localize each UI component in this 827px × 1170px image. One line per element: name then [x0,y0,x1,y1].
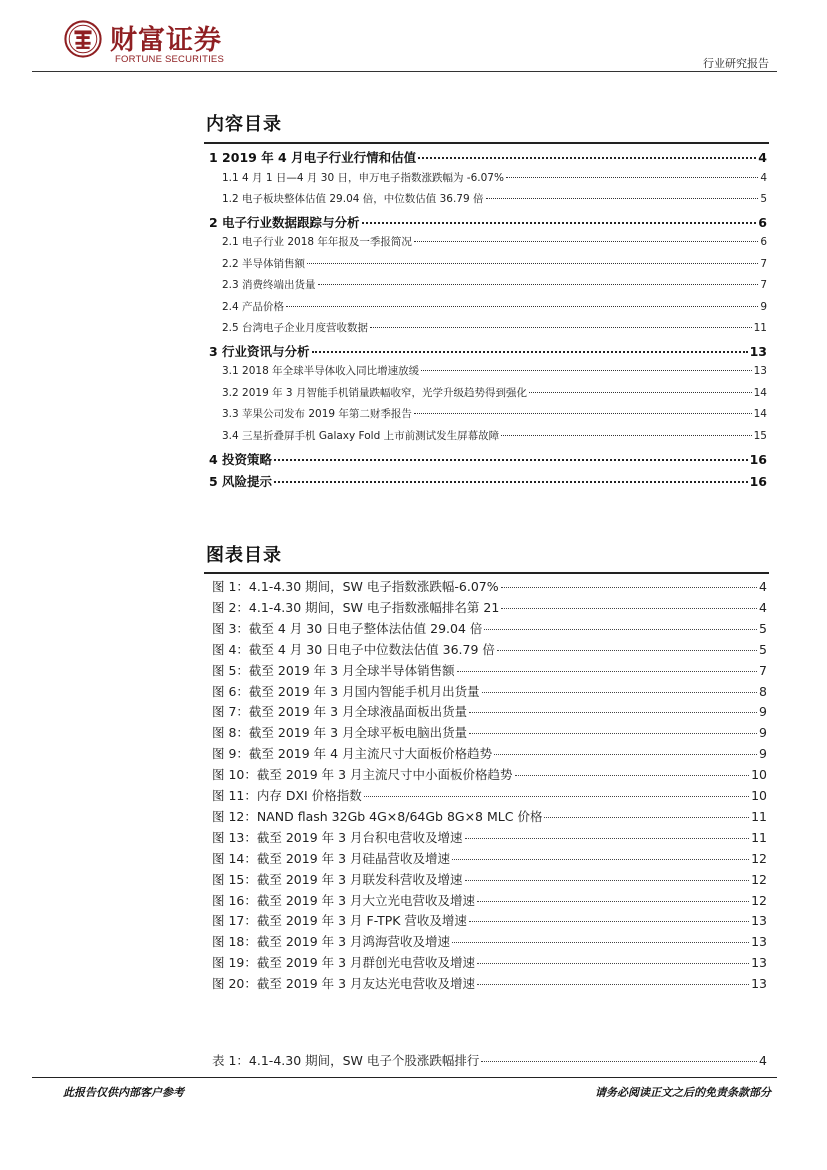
toc-entry-title: 2.1 电子行业 2018 年年报及一季报简况 [222,236,412,248]
toc-entry-page: 12 [751,850,767,866]
toc-entry[interactable] [212,974,767,992]
toc-entry-page: 5 [760,193,767,205]
dot-leader [307,263,758,264]
toc-entry[interactable] [212,953,767,971]
brand-name-en: FORTUNE SECURITIES [115,54,224,65]
dot-leader [274,459,748,461]
toc-entry-page: 4 [758,150,767,165]
dot-leader [318,284,759,285]
toc-entry[interactable] [209,148,767,166]
toc-entry-page: 5 [759,641,767,657]
toc-entry-page: 15 [753,430,767,442]
toc-entry-page: 9 [759,725,767,741]
toc-entry-page: 13 [751,934,767,950]
toc-entry-page: 13 [751,976,767,992]
toc-entry[interactable] [212,619,767,637]
toc-entry-page: 13 [749,344,767,359]
toc-entry-title: 1 2019 年 4 月电子行业行情和估值 [209,150,417,165]
toc-entry-title: 3.4 三星折叠屏手机 Galaxy Fold 上市前测试发生屏幕故障 [222,430,500,442]
toc-entry-title: 图 16：截至 2019 年 3 月大立光电营收及增速 [212,892,476,908]
toc-entry-page: 7 [760,258,767,270]
toc-entry-page: 7 [760,279,767,291]
toc-entry-title: 图 15：截至 2019 年 3 月联发科营收及增速 [212,871,463,887]
toc-entry-page: 10 [751,788,767,803]
dot-leader [529,392,752,393]
footer-disclaimer-right: 请务必阅读正文之后的免责条款部分 [595,1086,771,1099]
toc-entry-title: 图 20：截至 2019 年 3 月友达光电营收及增速 [212,976,476,992]
toc-entry-page: 12 [751,871,767,887]
toc-entry-title: 图 17：截至 2019 年 3 月 F-TPK 营收及增速 [212,913,467,929]
toc-entry-page: 13 [751,913,767,929]
toc-entry-title: 5 风险提示 [209,474,273,489]
dot-leader [362,222,757,224]
toc-entry[interactable] [212,682,767,700]
dot-leader [414,241,758,242]
toc-entry-title: 图 9：截至 2019 年 4 月主流尺寸大面板价格趋势 [212,746,493,762]
toc-entry-page: 14 [753,408,767,420]
dot-leader [312,351,748,353]
toc-entry[interactable] [212,598,767,616]
dot-leader [477,963,749,964]
dot-leader [501,608,757,609]
toc-entry-page: 6 [760,236,767,248]
toc-entry[interactable] [212,744,767,762]
dot-leader [515,775,750,776]
toc-entry-page: 4 [759,1053,767,1068]
toc-entry-page: 12 [751,892,767,908]
dot-leader [457,671,757,672]
toc-entry[interactable] [222,191,767,206]
toc-entry[interactable] [212,870,767,888]
dot-leader [501,435,752,436]
toc-entry-page: 4 [760,172,767,184]
toc-entry-title: 图 12：NAND flash 32Gb 4G×8/64Gb 8G×8 MLC 价格 [212,808,543,824]
toc-entry[interactable] [209,472,767,490]
toc-entry-title: 2.2 半导体销售额 [222,258,306,270]
fortune-securities-logo-icon [64,20,102,58]
toc-entry-page: 4 [759,579,767,594]
toc-entry-title: 图 4：截至 4 月 30 日电子中位数法估值 36.79 倍 [212,641,495,657]
footer-divider [32,1077,777,1078]
toc-entry-page: 16 [749,452,767,467]
dot-leader [484,629,757,630]
toc-entry[interactable] [212,807,767,825]
toc-entry[interactable] [212,702,767,720]
toc-entry-title: 图 3：截至 4 月 30 日电子整体法估值 29.04 倍 [212,620,483,636]
toc-entry-title: 2.4 产品价格 [222,301,285,313]
toc-entry-page: 9 [759,704,767,720]
toc-entry-page: 11 [753,322,767,334]
dot-leader [494,754,757,755]
toc-entry[interactable] [222,406,767,421]
toc-entry[interactable] [222,277,767,292]
toc-title: 内容目录 [206,114,282,135]
dot-leader [469,921,749,922]
toc-entry-page: 14 [753,387,767,399]
toc-entry-page: 6 [758,215,767,230]
dot-leader [497,650,757,651]
toc-entry-title: 3.1 2018 年全球半导体收入同比增速放缓 [222,365,420,377]
toc-entry[interactable] [212,723,767,741]
dot-leader [477,901,749,902]
header-divider [32,71,777,72]
toc-entry-page: 7 [759,662,767,678]
toc-entry-title: 图 19：截至 2019 年 3 月群创光电营收及增速 [212,955,476,971]
toc-title-rule [204,142,769,144]
toc-entry-page: 13 [753,365,767,377]
toc-entry-page: 10 [751,767,767,783]
toc-entry-title: 图 13：截至 2019 年 3 月台积电营收及增速 [212,829,463,845]
toc-entry-title: 4 投资策略 [209,452,273,467]
dot-leader [465,838,750,839]
dot-leader [481,1061,757,1062]
dot-leader [286,306,758,307]
page-header [0,0,827,80]
toc-entry[interactable] [212,911,767,929]
toc-entry-title: 图 2：4.1-4.30 期间，SW 电子指数涨幅排名第 21 [212,599,500,615]
toc-entry[interactable] [222,363,767,378]
toc-entry-page: 16 [749,474,767,489]
toc-entry-title: 1.2 电子板块整体估值 29.04 倍，中位数估值 36.79 倍 [222,193,484,205]
dot-leader [418,157,756,159]
toc-entry-title: 2.3 消费终端出货量 [222,279,316,291]
toc-entry[interactable] [212,849,767,867]
toc-entry-page: 11 [751,829,767,845]
toc-entry-title: 3.2 2019 年 3 月智能手机销量跌幅收窄，光学升级趋势得到强化 [222,387,527,399]
toc-entry-title: 图 11：内存 DXI 价格指数 [212,788,362,803]
dot-leader [482,692,757,693]
figures-title: 图表目录 [206,545,282,566]
toc-entry[interactable] [212,891,767,909]
toc-entry[interactable] [209,213,767,231]
dot-leader [544,817,749,818]
toc-entry[interactable] [212,828,767,846]
dot-leader [477,984,749,985]
toc-entry-page: 5 [759,620,767,636]
toc-entry[interactable] [222,428,767,443]
toc-entry-page: 4 [759,599,767,615]
toc-entry[interactable] [212,577,767,595]
toc-entry-title: 图 18：截至 2019 年 3 月鸿海营收及增速 [212,934,451,950]
dot-leader [465,880,750,881]
toc-entry[interactable] [209,450,767,468]
brand-name-cn: 财富证券 [110,25,222,56]
toc-entry-page: 13 [751,955,767,971]
toc-entry[interactable] [212,640,767,658]
toc-entry-title: 图 7：截至 2019 年 3 月全球液晶面板出货量 [212,704,468,720]
dot-leader [452,859,749,860]
toc-entry-title: 图 6：截至 2019 年 3 月国内智能手机月出货量 [212,683,480,699]
dot-leader [486,198,759,199]
toc-entry-title: 1.1 4 月 1 日—4 月 30 日，申万电子指数涨跌幅为 -6.07% [222,172,504,184]
toc-entry-title: 2.5 台湾电子企业月度营收数据 [222,322,369,334]
toc-entry[interactable] [212,1051,767,1069]
figures-title-rule [204,572,769,574]
toc-entry-title: 图 5：截至 2019 年 3 月全球半导体销售额 [212,662,455,678]
toc-entry-page: 8 [759,683,767,699]
toc-entry-title: 3 行业资讯与分析 [209,344,310,359]
toc-entry[interactable] [222,385,767,400]
report-type-label: 行业研究报告 [703,57,769,70]
dot-leader [501,587,757,588]
toc-entry-title: 图 14：截至 2019 年 3 月硅晶营收及增速 [212,850,451,866]
toc-entry-title: 图 1：4.1-4.30 期间，SW 电子指数涨跌幅-6.07% [212,579,499,594]
dot-leader [370,327,752,328]
dot-leader [469,733,757,734]
toc-entry[interactable] [222,320,767,335]
toc-entry-title: 2 电子行业数据跟踪与分析 [209,215,360,230]
dot-leader [469,712,757,713]
footer-disclaimer-left: 此报告仅供内部客户参考 [63,1086,184,1099]
toc-entry-title: 图 8：截至 2019 年 3 月全球平板电脑出货量 [212,725,468,741]
toc-entry-page: 11 [751,808,767,824]
dot-leader [452,942,749,943]
toc-entry[interactable] [212,786,767,804]
toc-entry[interactable] [222,299,767,314]
dot-leader [364,796,749,797]
toc-entry[interactable] [212,765,767,783]
toc-entry[interactable] [212,932,767,950]
toc-entry-title: 图 10：截至 2019 年 3 月主流尺寸中小面板价格趋势 [212,767,513,783]
toc-entry[interactable] [222,234,767,249]
dot-leader [421,370,752,371]
toc-entry-title: 表 1：4.1-4.30 期间，SW 电子个股涨跌幅排行 [212,1053,480,1068]
dot-leader [506,177,758,178]
toc-entry[interactable] [212,661,767,679]
dot-leader [414,413,752,414]
toc-entry[interactable] [209,342,767,360]
toc-entry[interactable] [222,256,767,271]
toc-entry-page: 9 [759,746,767,762]
toc-entry[interactable] [222,170,767,185]
toc-entry-page: 9 [760,301,767,313]
toc-entry-title: 3.3 苹果公司发布 2019 年第二财季报告 [222,408,412,420]
dot-leader [274,481,748,483]
